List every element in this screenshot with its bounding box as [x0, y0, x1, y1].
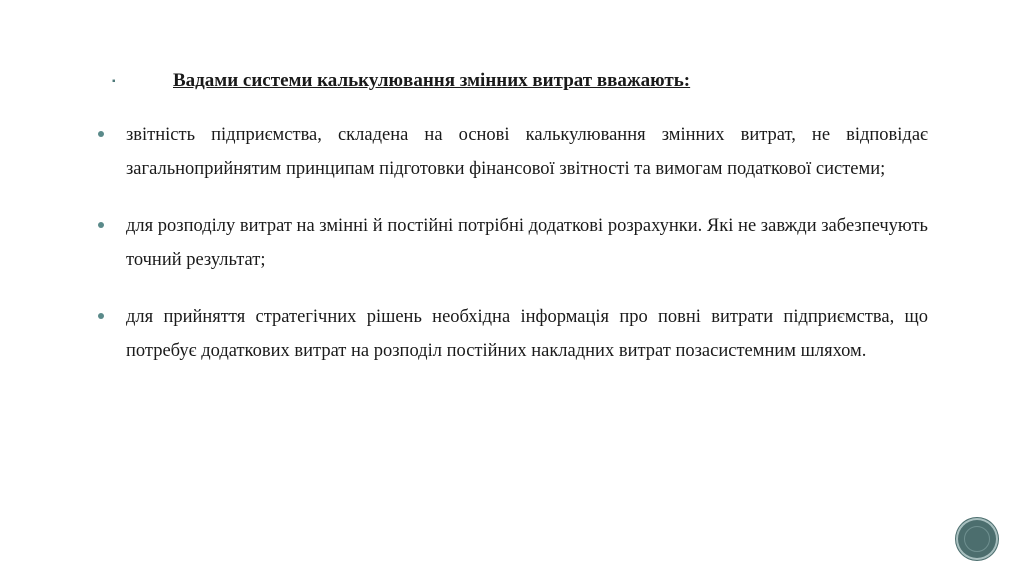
- slide-badge-ring: [964, 526, 990, 552]
- square-bullet-icon: ▪: [112, 76, 116, 87]
- bullet-dot-icon: [98, 131, 104, 137]
- heading-row: [112, 70, 932, 98]
- list-item-text: звітність підприємства, складена на основі калькулювання змінних витрат, не відповідає загальноприйнятим принципам підготовки фінансової звітності та вимогам податкової системи;: [126, 125, 928, 179]
- list-item: [88, 209, 928, 277]
- list-item: [88, 300, 928, 368]
- slide-heading: Вадами системи калькулювання змінних витрат вважають:: [173, 70, 691, 91]
- bullet-dot-icon: [98, 222, 104, 228]
- list-item-text: для прийняття стратегічних рішень необхідна інформація про повні витрати підприємства, що потребує додаткових витрат на розподіл постійних накладних витрат позасистемним шляхом.: [126, 307, 928, 361]
- bullet-list: [88, 118, 928, 391]
- list-item-text: для розподілу витрат на змінні й постійні потрібні додаткові розрахунки. Які не завжди забезпечують точний результат;: [126, 216, 928, 270]
- bullet-dot-icon: [98, 313, 104, 319]
- list-item: [88, 118, 928, 186]
- slide-badge-icon: [958, 520, 996, 558]
